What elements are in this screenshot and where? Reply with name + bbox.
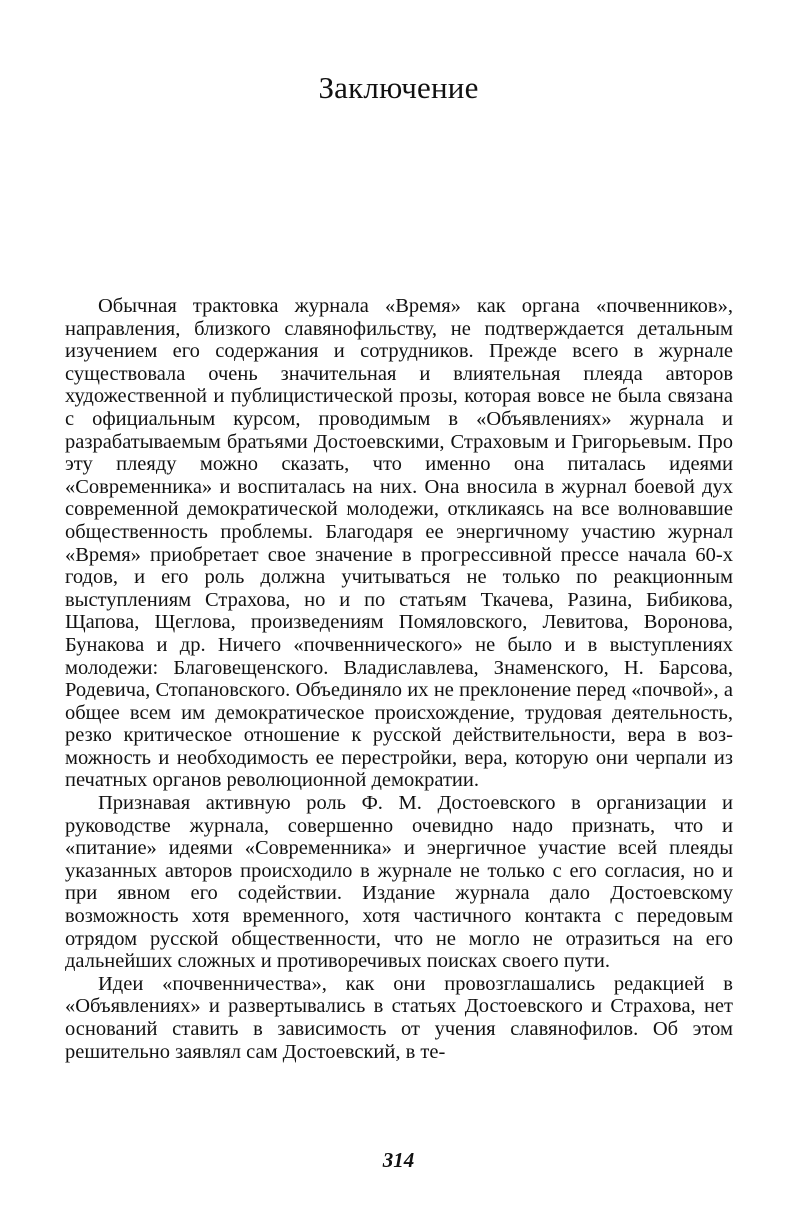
paragraph-3: Идеи «почвенничества», как они провозглашались редакцией в «Объявлениях» и развертывались в статьях Достоевского и Страхова, нет оснований ставить в зависимость от учения славянофилов. Об этом решительно заявлял сам Достоевский, в те-	[65, 972, 733, 1063]
body-text	[65, 295, 733, 1063]
page-number: 314	[382, 1148, 415, 1172]
paragraph-1: Обычная трактовка журнала «Время» как органа «почвенников», направления, близкого славянофильству, не подтверждается детальным изучением его содержания и сотрудников. Прежде всего в журнале существовала очень значительная и влиятельная плеяда авторов художественной и публицистической прозы, которая вовсе не была связана с официальным курсом, проводимым в «Объявлениях» журнала и разрабатываемым братьями Достоевскими, Страховым и Григорьевым. Про эту плеяду можно сказать, что именно она питалась идеями «Современника» и воспиталась на них. Она вносила в журнал боевой дух современной демократической молодежи, откликаясь на все волновавшие общественность проблемы. Благодаря ее энергичному участию журнал «Время» приобретает свое значение в прогрессивной прессе начала 60-х годов, и его роль должна учитываться не только по реакционным выступлениям Страхова, но и по статьям Ткачева, Разина, Бибикова, Щапова, Щеглова, произведениям Помяловского, Левитова, Воронова, Бунакова и др. Ничего «почвеннического» не было и в выступлениях молодежи: Благовещенского. Владиславлева, Знаменского, Н. Барсова, Родевича, Стопановского. Объединяло их не преклонение перед «почвой», а общее всем им демократическое происхождение, трудовая деятельность, резко критическое отношение к русской действительности, вера в возможность и необходимость ее перестройки, вера, которую они черпали из печатных органов революционной демократии.	[65, 295, 733, 792]
paragraph-2: Признавая активную роль Ф. М. Достоевского в организации и руководстве журнала, совершенно очевидно надо признать, что и «питание» идеями «Современника» и энергичное участие всей плеяды указанных авторов происходило в журнале не только с его согласия, но и при явном его содействии. Издание журнала дало Достоевскому возможность хотя временного, хотя частичного контакта с передовым отрядом русской общественности, что не могло не отразиться на его дальнейших сложных и противоречивых поисках своего пути.	[65, 792, 733, 973]
chapter-title: Заключение	[318, 70, 479, 105]
